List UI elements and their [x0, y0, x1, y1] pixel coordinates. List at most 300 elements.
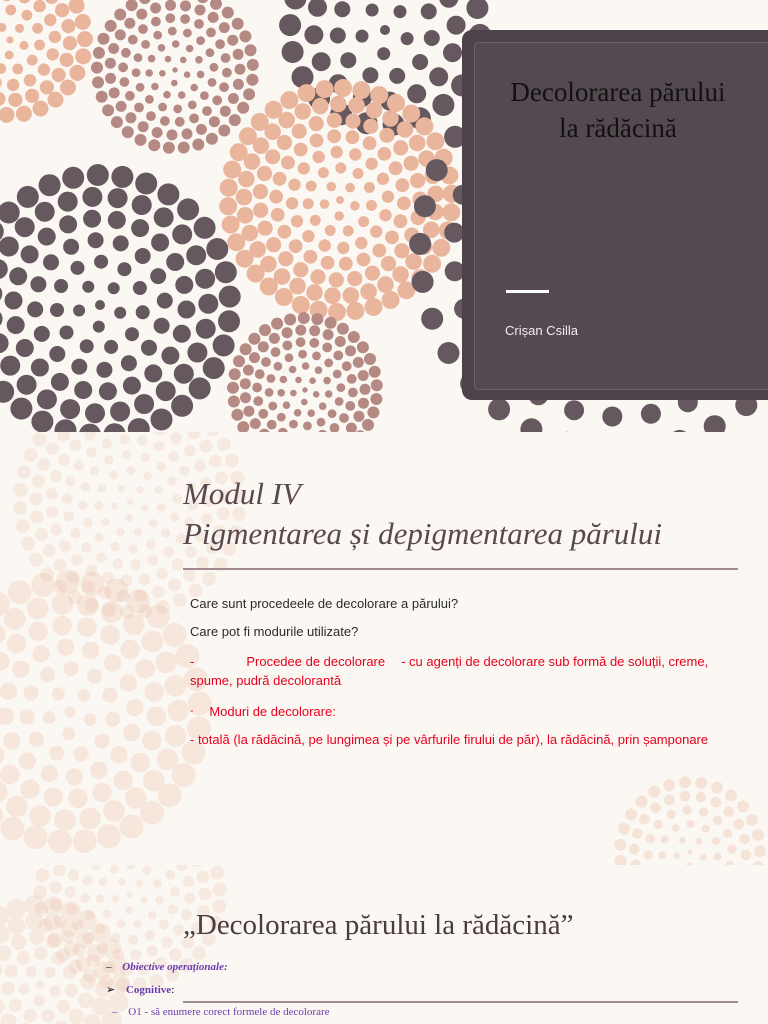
dot — [90, 762, 107, 779]
dot — [218, 125, 230, 137]
dot — [136, 9, 147, 20]
dot — [153, 879, 162, 888]
dot — [233, 355, 245, 367]
dot — [16, 106, 32, 122]
dot — [695, 777, 707, 789]
dot — [253, 396, 263, 406]
dot — [158, 783, 182, 807]
dot — [62, 167, 84, 189]
dot — [54, 809, 76, 831]
dot — [87, 164, 109, 186]
dot — [110, 865, 119, 874]
dot — [340, 52, 356, 68]
dot — [0, 765, 20, 785]
dot — [192, 946, 206, 960]
dot — [520, 418, 542, 432]
dot — [195, 5, 206, 16]
dot — [101, 601, 123, 623]
dot — [83, 518, 93, 528]
dot — [68, 789, 88, 809]
dot — [236, 189, 253, 206]
dot-cluster — [0, 164, 241, 432]
dot — [32, 23, 43, 34]
dot — [53, 559, 66, 572]
dot — [172, 40, 180, 48]
dot — [233, 79, 244, 90]
dot — [73, 305, 85, 317]
dot — [198, 294, 218, 314]
dot — [380, 25, 390, 35]
dot — [725, 789, 737, 801]
dot-cluster — [227, 312, 383, 432]
dot — [348, 331, 360, 343]
dot — [71, 359, 87, 375]
dot — [43, 896, 63, 916]
dot — [190, 84, 198, 92]
author-name: Crișan Csilla — [505, 323, 578, 338]
dot — [230, 143, 248, 161]
dot — [93, 47, 105, 59]
dot — [111, 166, 133, 188]
dot — [105, 73, 116, 84]
dot — [258, 221, 273, 236]
dot — [371, 379, 383, 391]
dot — [42, 1009, 55, 1022]
dot — [217, 437, 231, 451]
dot — [629, 844, 640, 855]
dot — [325, 225, 336, 236]
dot — [28, 622, 48, 642]
dot — [267, 420, 277, 430]
dot — [65, 707, 76, 718]
dot — [282, 41, 304, 63]
dot — [397, 196, 411, 210]
dot — [414, 195, 436, 217]
dot — [365, 266, 380, 281]
dot — [407, 84, 426, 103]
dot — [0, 63, 6, 74]
dot — [667, 810, 676, 819]
dot — [59, 540, 71, 552]
dot — [306, 181, 317, 192]
dot — [247, 59, 259, 71]
dot — [6, 36, 13, 43]
dot — [347, 374, 357, 384]
dot — [165, 870, 175, 880]
dot — [168, 904, 178, 914]
dot — [366, 4, 379, 17]
dot — [337, 242, 349, 254]
bullet-text: - cu agenți de decolorare sub formă de soluții, creme, spume, pudră decolorantă — [190, 654, 709, 688]
dot — [202, 106, 212, 116]
dot — [360, 283, 377, 300]
dot — [92, 783, 112, 803]
dot — [333, 370, 342, 379]
dot — [19, 709, 34, 724]
dot — [228, 93, 239, 104]
dot — [372, 244, 386, 258]
dot — [0, 259, 8, 279]
dot — [614, 839, 626, 851]
dot — [283, 401, 291, 409]
dot — [284, 0, 306, 10]
dot — [173, 325, 191, 343]
dot — [733, 819, 744, 830]
dot — [103, 800, 125, 822]
dot — [277, 389, 285, 397]
dot — [102, 438, 113, 449]
dot — [410, 173, 425, 188]
dot — [178, 91, 186, 99]
dot — [206, 238, 228, 260]
dot — [35, 528, 48, 541]
dot — [298, 350, 307, 359]
dot — [145, 95, 154, 104]
dot — [156, 568, 168, 580]
bullet-label: Procedee de decolorare — [246, 654, 386, 669]
dot — [81, 482, 91, 492]
dot — [146, 604, 170, 628]
dot — [125, 91, 135, 101]
dot — [117, 262, 131, 276]
dot — [0, 77, 2, 89]
dot — [128, 35, 138, 45]
dot — [279, 14, 301, 36]
dot — [301, 399, 308, 406]
dot — [52, 616, 72, 636]
dot — [145, 682, 165, 702]
dot — [155, 651, 177, 673]
dot — [165, 56, 172, 63]
dot — [54, 1020, 70, 1024]
dot — [323, 377, 331, 385]
dot — [48, 932, 64, 948]
dot — [335, 336, 346, 347]
dot — [687, 849, 692, 854]
dot — [141, 340, 157, 356]
dot — [304, 25, 323, 44]
dot — [335, 397, 344, 406]
dot — [298, 84, 316, 102]
dot — [100, 625, 120, 645]
dot — [163, 623, 187, 647]
dot — [71, 554, 83, 566]
dot — [58, 192, 78, 212]
dot — [209, 116, 220, 127]
dot — [218, 310, 240, 332]
dot — [350, 201, 360, 211]
dot — [294, 143, 308, 157]
dot — [13, 501, 27, 515]
dot — [235, 64, 246, 75]
dot — [169, 948, 182, 961]
dot — [432, 239, 450, 257]
dot — [164, 675, 186, 697]
dot — [180, 0, 191, 11]
dot — [639, 814, 650, 825]
dot — [615, 855, 627, 865]
dot — [39, 174, 61, 196]
dot — [711, 781, 723, 793]
dot — [278, 225, 292, 239]
dot — [232, 18, 244, 30]
dot — [292, 66, 314, 88]
dot — [369, 366, 381, 378]
dot — [240, 392, 251, 403]
dot — [144, 364, 162, 382]
dot — [114, 307, 126, 319]
dot — [95, 300, 105, 310]
dot — [24, 895, 44, 915]
dot — [154, 207, 174, 227]
dot — [80, 893, 90, 903]
dot — [88, 232, 104, 248]
dot — [101, 938, 121, 958]
dot — [321, 256, 335, 270]
dot — [0, 92, 6, 106]
dot — [133, 920, 142, 929]
dot — [69, 0, 85, 14]
dot — [258, 341, 269, 352]
dot — [195, 269, 215, 289]
dot — [220, 106, 231, 117]
dot — [60, 53, 74, 67]
dot — [240, 343, 252, 355]
dot — [105, 712, 120, 727]
dot — [348, 388, 358, 398]
dot — [32, 645, 49, 662]
dot — [156, 381, 176, 401]
dot — [220, 179, 238, 197]
dot — [284, 314, 296, 326]
dot — [43, 254, 59, 270]
dot — [259, 324, 271, 336]
dot — [140, 897, 148, 905]
dot — [34, 995, 45, 1006]
dot — [120, 815, 144, 839]
dot — [99, 877, 108, 886]
dot — [134, 528, 143, 537]
dot — [82, 281, 94, 293]
dot — [466, 0, 488, 19]
dot — [18, 0, 30, 4]
dot — [135, 134, 147, 146]
dot — [52, 687, 65, 700]
dot — [632, 828, 643, 839]
dot — [712, 837, 720, 845]
dot — [447, 16, 466, 35]
dot — [127, 466, 136, 475]
dot — [246, 74, 258, 86]
dot — [190, 865, 203, 867]
dot — [364, 353, 376, 365]
dot — [313, 151, 325, 163]
dot — [0, 781, 8, 803]
dot — [167, 476, 177, 486]
dot — [75, 48, 91, 64]
dot — [12, 661, 29, 678]
dot — [12, 64, 23, 75]
dot — [243, 88, 255, 100]
dot — [163, 546, 174, 557]
dot — [184, 892, 195, 903]
dot — [102, 104, 114, 116]
dot — [127, 892, 133, 898]
dot — [228, 396, 240, 408]
dot — [112, 895, 120, 903]
dot — [160, 116, 170, 126]
dot — [330, 423, 340, 432]
dot — [163, 142, 175, 154]
dot — [152, 127, 163, 138]
dot — [43, 711, 56, 724]
dot — [180, 14, 190, 24]
dot — [49, 881, 62, 894]
dot — [215, 261, 237, 283]
dot — [64, 511, 75, 522]
dot — [292, 124, 307, 139]
dot — [208, 12, 219, 23]
dot — [426, 132, 444, 150]
dot — [46, 442, 59, 455]
dot — [9, 267, 27, 285]
dot — [310, 215, 321, 226]
dot — [126, 0, 138, 11]
dot — [360, 384, 371, 395]
dot — [19, 984, 30, 995]
dot — [148, 555, 159, 566]
dot — [131, 753, 151, 773]
dot — [80, 974, 96, 990]
dot — [289, 239, 303, 253]
dot — [151, 83, 159, 91]
dot — [115, 29, 126, 40]
dot — [342, 361, 352, 371]
dot — [488, 398, 510, 420]
dot — [177, 198, 199, 220]
dot — [394, 214, 408, 228]
dot — [323, 329, 334, 340]
dot — [222, 7, 234, 19]
dot — [188, 101, 197, 110]
dot — [172, 67, 177, 72]
dot — [303, 198, 314, 209]
dot — [0, 999, 5, 1015]
dot — [291, 215, 303, 227]
dot — [197, 71, 205, 79]
dot — [51, 952, 64, 965]
dot — [104, 579, 128, 603]
dot — [402, 105, 420, 123]
dot — [61, 19, 75, 33]
dot — [206, 133, 218, 145]
dot — [273, 172, 287, 186]
dot — [650, 803, 661, 814]
dot — [3, 732, 20, 749]
dot — [280, 376, 288, 384]
dot — [165, 0, 176, 11]
dot — [195, 56, 203, 64]
dot — [199, 888, 212, 901]
dot — [265, 388, 274, 397]
dot — [20, 41, 29, 50]
dot — [439, 0, 458, 8]
dot — [333, 351, 343, 361]
dot — [309, 325, 320, 336]
dot — [367, 406, 379, 418]
dot — [635, 796, 647, 808]
dot — [122, 450, 132, 460]
dot — [78, 993, 94, 1009]
dot — [643, 850, 652, 859]
dot — [0, 381, 14, 403]
dot — [61, 919, 79, 937]
dot — [82, 187, 102, 207]
dot — [0, 237, 19, 257]
dot — [82, 876, 92, 886]
dot — [158, 44, 166, 52]
dot — [286, 197, 298, 209]
dot — [392, 266, 409, 283]
dot — [320, 199, 330, 209]
dot — [364, 182, 375, 193]
dot — [149, 519, 158, 528]
dot — [31, 411, 53, 432]
dot — [274, 362, 283, 371]
dot — [65, 476, 76, 487]
dot — [74, 460, 85, 471]
dot — [0, 333, 9, 353]
dot — [295, 325, 306, 336]
dot — [15, 24, 24, 33]
dot — [196, 124, 207, 135]
dot — [74, 746, 89, 761]
dot — [426, 159, 448, 181]
dot — [123, 724, 140, 741]
dot — [109, 87, 120, 98]
dot — [168, 451, 179, 462]
dot — [339, 413, 349, 423]
cognitive-label: Cognitive — [125, 984, 172, 996]
dot — [60, 399, 80, 419]
dot — [345, 183, 355, 193]
dot — [10, 398, 32, 420]
dot — [21, 536, 35, 550]
presentation-title: Decolorarea părului la rădăcină — [510, 77, 726, 144]
dot — [27, 55, 38, 66]
dot — [178, 142, 190, 154]
dot — [155, 485, 164, 494]
dot — [239, 127, 257, 145]
dot — [173, 105, 182, 114]
dot — [387, 94, 405, 112]
dot — [196, 319, 216, 339]
dot — [237, 102, 249, 114]
dot — [68, 1009, 84, 1024]
dot — [134, 103, 144, 113]
dot — [32, 475, 45, 488]
dot — [298, 312, 310, 324]
dot — [245, 44, 257, 56]
dot — [357, 253, 371, 267]
dot — [345, 114, 360, 129]
dot — [94, 734, 109, 749]
dot — [275, 288, 293, 306]
dot — [0, 202, 20, 224]
dot — [184, 71, 191, 78]
dot — [194, 217, 216, 239]
objectives-item — [106, 961, 228, 973]
